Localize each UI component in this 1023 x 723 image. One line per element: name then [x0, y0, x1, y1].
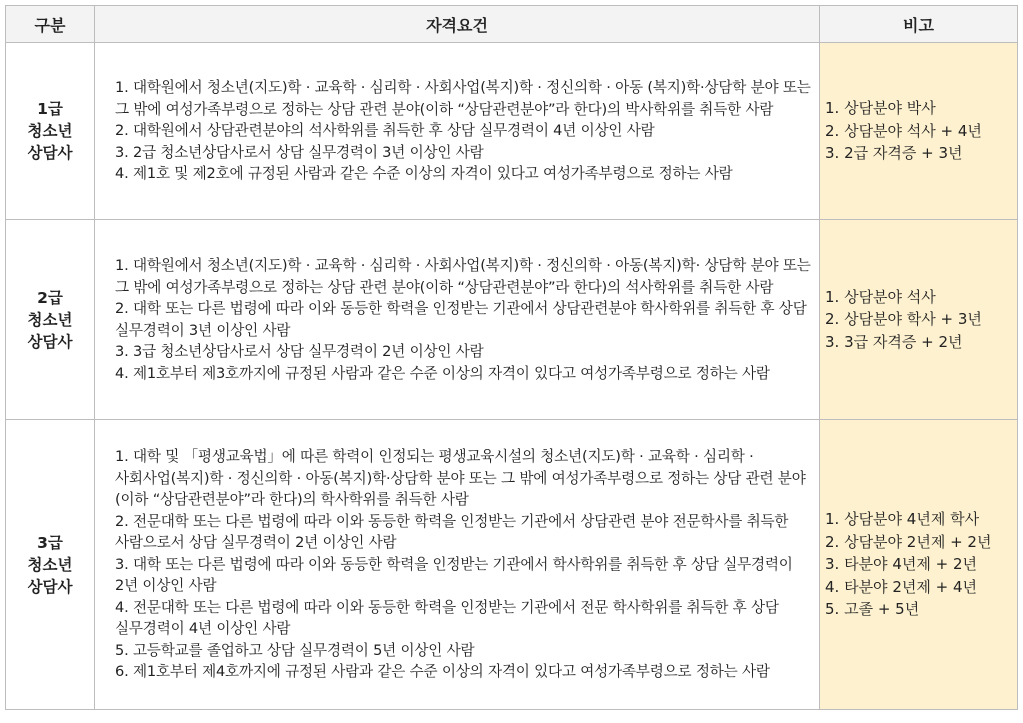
- grade-title: 청소년: [27, 122, 73, 140]
- note-item: 2. 상담분야 학사 + 3년: [825, 310, 982, 329]
- note-item: 1. 상담분야 석사: [825, 287, 936, 306]
- note-cell: [820, 43, 1018, 220]
- requirement-item: 1. 대학원에서 청소년(지도)학 · 교육학 · 심리학 · 사회사업(복지)학 · 정신의학 · 아동 (복지)학·상담학 분야 또는 그 밖에 여성가족부령으로 정하는 상담 관련 분야(이하 “상담관련분야”라 한다)의 박사학위를 취득한 사람: [115, 79, 811, 118]
- grade-level: 3급: [37, 533, 63, 552]
- requirement-item: 4. 제1호 및 제2호에 규정된 사람과 같은 수준 이상의 자격이 있다고 여성가족부령으로 정하는 사람: [115, 165, 733, 183]
- note-item: 1. 상담분야 박사: [825, 99, 936, 118]
- note-item: 5. 고졸 + 5년: [825, 600, 920, 619]
- grade-title: 청소년: [27, 555, 73, 574]
- requirement-item: 3. 대학 또는 다른 법령에 따라 이와 동등한 학력을 인정받는 기관에서 학사학위를 취득한 후 상담 실무경력이 2년 이상인 사람: [115, 555, 793, 595]
- requirements-cell: [95, 420, 820, 710]
- requirement-item: 1. 대학 및 「평생교육법」에 따른 학력이 인정되는 평생교육시설의 청소년(지도)학 · 교육학 · 심리학 · 사회사업(복지)학 · 정신의학 · 아동(복지)학·상담학 분야 또는 그 밖에 여성가족부령으로 정하는 상담 관련 분야(이하 “상담관련분야”라 한다)의 학사학위를 취득한 사람: [115, 448, 806, 509]
- note-item: 2. 상담분야 석사 + 4년: [825, 121, 982, 140]
- requirements-cell: [95, 43, 820, 220]
- header-row: [6, 6, 1018, 43]
- requirement-item: 4. 전문대학 또는 다른 법령에 따라 이와 동등한 학력을 인정받는 기관에서 전문 학사학위를 취득한 후 상담 실무경력이 4년 이상인 사람: [115, 598, 779, 638]
- requirement-item: 3. 2급 청소년상담사로서 상담 실무경력이 3년 이상인 사람: [115, 143, 484, 161]
- table-row-grade-2: [6, 220, 1018, 420]
- requirement-item: 2. 대학원에서 상담관련분야의 석사학위를 취득한 후 상담 실무경력이 4년 이상인 사람: [115, 122, 655, 140]
- requirement-item: 2. 대학 또는 다른 법령에 따라 이와 동등한 학력을 인정받는 기관에서 상담관련분야 학사학위를 취득한 후 상담 실무경력이 3년 이상인 사람: [115, 300, 807, 339]
- header-category: 구분: [6, 6, 95, 43]
- note-item: 2. 상담분야 2년제 + 2년: [825, 532, 992, 551]
- table-row-grade-1: [6, 43, 1018, 220]
- header-requirements: 자격요건: [95, 6, 820, 43]
- grade-title: 청소년: [27, 310, 73, 329]
- requirement-item: 4. 제1호부터 제3호까지에 규정된 사람과 같은 수준 이상의 자격이 있다고 여성가족부령으로 정하는 사람: [115, 364, 770, 382]
- grade-cell: [6, 220, 95, 420]
- grade-level: 1급: [37, 100, 63, 118]
- grade-title: 상담사: [27, 332, 73, 351]
- header-note: 비고: [820, 6, 1018, 43]
- requirement-item: 2. 전문대학 또는 다른 법령에 따라 이와 동등한 학력을 인정받는 기관에서 상담관련 분야 전문학사를 취득한 사람으로서 상담 실무경력이 2년 이상인 사람: [115, 512, 789, 552]
- grade-title: 상담사: [27, 144, 73, 162]
- requirements-cell: [95, 220, 820, 420]
- note-item: 3. 2급 자격증 + 3년: [825, 144, 963, 163]
- requirement-item: 6. 제1호부터 제4호까지에 규정된 사람과 같은 수준 이상의 자격이 있다고 여성가족부령으로 정하는 사람: [115, 663, 770, 681]
- grade-cell: [6, 43, 95, 220]
- grade-title: 상담사: [27, 577, 73, 596]
- note-item: 4. 타분야 2년제 + 4년: [825, 577, 977, 596]
- note-cell: [820, 420, 1018, 710]
- note-item: 3. 타분야 4년제 + 2년: [825, 555, 977, 574]
- table-row-grade-3: [6, 420, 1018, 710]
- requirement-item: 1. 대학원에서 청소년(지도)학 · 교육학 · 심리학 · 사회사업(복지)학 · 정신의학 · 아동(복지)학· 상담학 분야 또는 그 밖에 여성가족부령으로 정하는 상담 관련 분야(이하 “상담관련분야”라 한다)의 석사학위를 취득한 사람: [115, 257, 811, 296]
- note-item: 3. 3급 자격증 + 2년: [825, 332, 963, 351]
- requirement-item: 5. 고등학교를 졸업하고 상담 실무경력이 5년 이상인 사람: [115, 641, 475, 659]
- qualification-table: [5, 5, 1018, 710]
- grade-level: 2급: [37, 288, 63, 307]
- note-cell: [820, 220, 1018, 420]
- note-item: 1. 상담분야 4년제 학사: [825, 510, 980, 529]
- requirement-item: 3. 3급 청소년상담사로서 상담 실무경력이 2년 이상인 사람: [115, 343, 484, 360]
- grade-cell: [6, 420, 95, 710]
